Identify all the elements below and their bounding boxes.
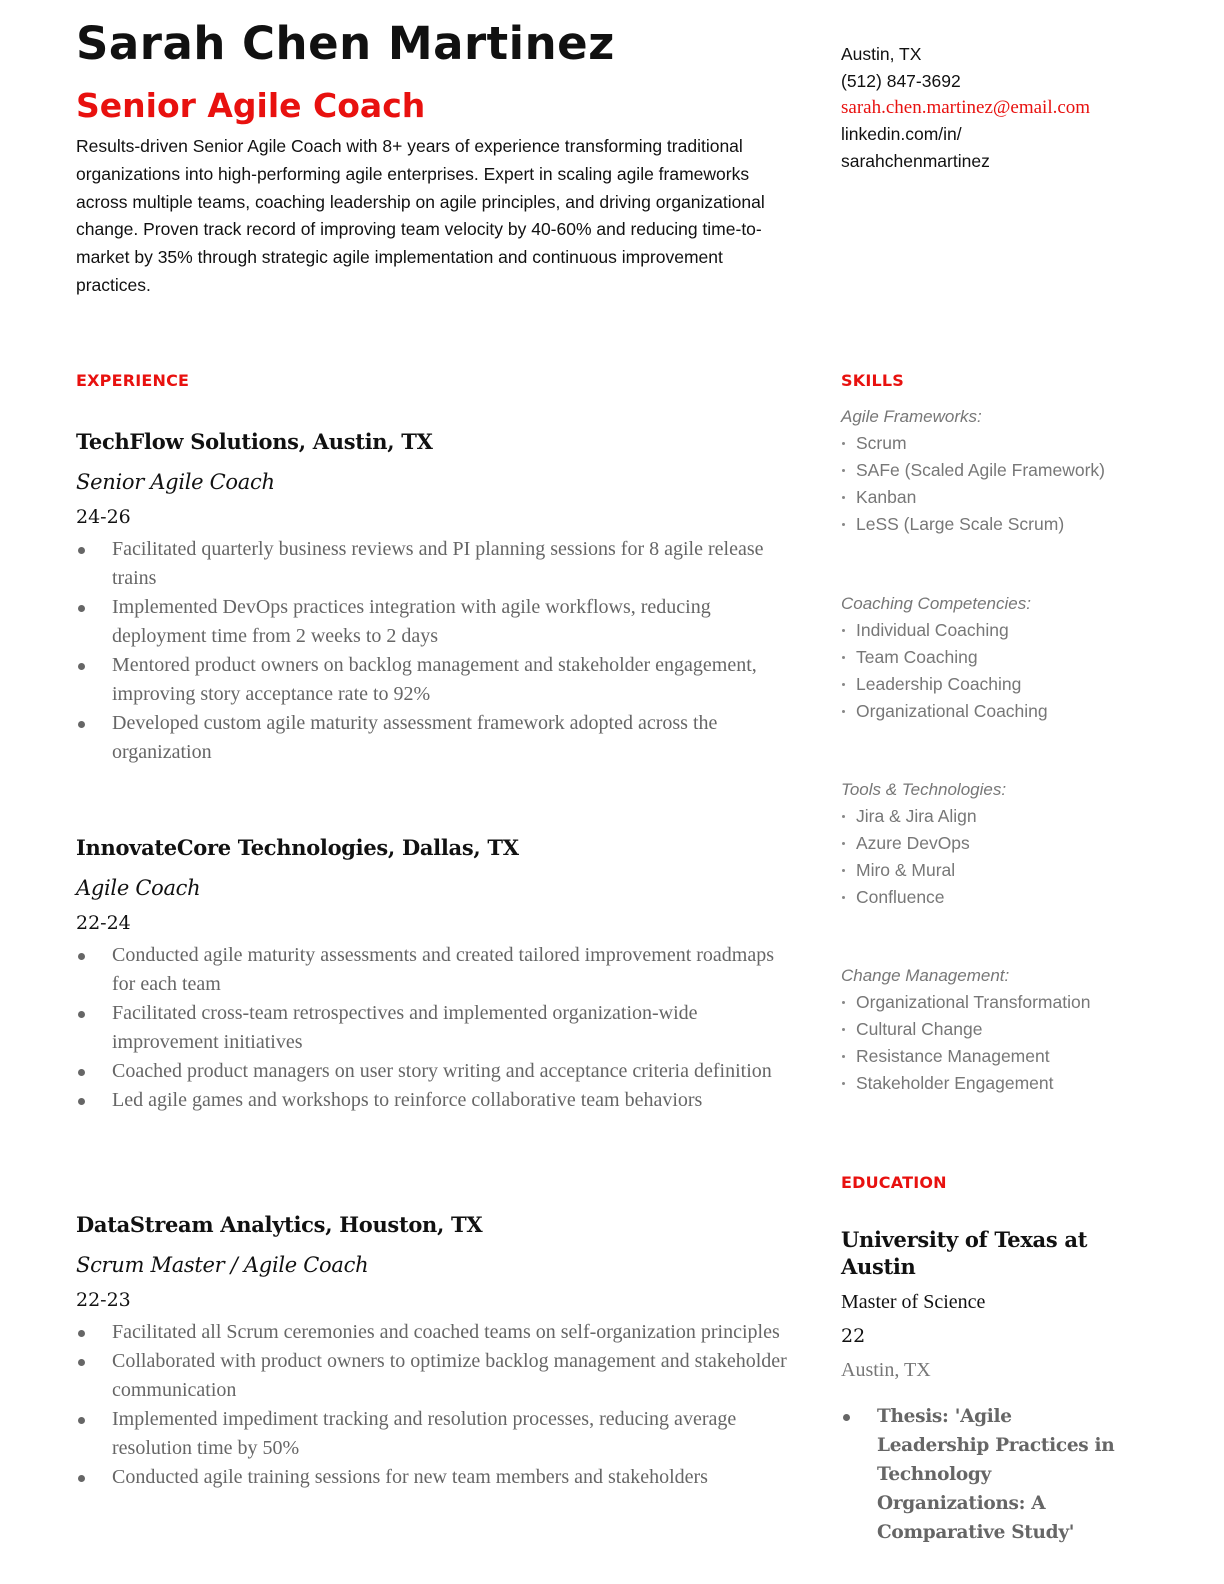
job-bullets xyxy=(76,535,796,767)
company-name: DataStream Analytics, Houston, TX xyxy=(76,1212,483,1237)
job-bullets xyxy=(76,1318,796,1492)
job-bullet: Facilitated all Scrum ceremonies and coached teams on self-organization principles xyxy=(76,1318,796,1347)
skill-item: Resistance Management xyxy=(841,1043,1141,1070)
skill-category xyxy=(841,962,1141,1097)
bullet-icon xyxy=(78,1475,85,1482)
job-bullet: Collaborated with product owners to optimize backlog management and stakeholder communication xyxy=(76,1347,796,1405)
skill-item: SAFe (Scaled Agile Framework) xyxy=(841,457,1141,484)
school-location: Austin, TX xyxy=(841,1359,931,1381)
company-name: InnovateCore Technologies, Dallas, TX xyxy=(76,835,519,860)
bullet-icon xyxy=(842,1082,845,1085)
education-bullets xyxy=(841,1402,1121,1547)
candidate-name: Sarah Chen Martinez xyxy=(76,17,615,70)
education-bullet: Thesis: 'Agile Leadership Practices in Technology Organizations: A Comparative Study' xyxy=(841,1402,1121,1547)
job-bullet: Conducted agile training sessions for new team members and stakeholders xyxy=(76,1463,796,1492)
skill-item: Jira & Jira Align xyxy=(841,803,1141,830)
bullet-icon xyxy=(78,1359,85,1366)
skill-category-title: Coaching Competencies: xyxy=(841,594,1031,613)
bullet-icon xyxy=(842,1028,845,1031)
skill-item: Confluence xyxy=(841,884,1141,911)
job-title: Scrum Master / Agile Coach xyxy=(76,1253,369,1277)
degree: Master of Science xyxy=(841,1291,986,1313)
education-entry xyxy=(841,1226,1121,1547)
bullet-icon xyxy=(78,663,85,670)
bullet-icon xyxy=(842,656,845,659)
contact-linkedin-link[interactable]: linkedin.com/in/ sarahchenmartinez xyxy=(841,124,990,171)
experience-entry xyxy=(76,833,796,1115)
skill-category xyxy=(841,403,1141,538)
job-dates: 22-24 xyxy=(76,912,131,934)
job-bullet: Mentored product owners on backlog management and stakeholder engagement, improving story acceptance rate to 92% xyxy=(76,651,796,709)
experience-entry xyxy=(76,1210,796,1492)
bullet-icon xyxy=(78,1330,85,1337)
bullet-icon xyxy=(842,815,845,818)
bullet-icon xyxy=(842,869,845,872)
skill-list xyxy=(841,617,1141,725)
bullet-icon xyxy=(78,605,85,612)
skill-item: Azure DevOps xyxy=(841,830,1141,857)
candidate-role: Senior Agile Coach xyxy=(76,86,426,125)
job-bullet: Led agile games and workshops to reinforce collaborative team behaviors xyxy=(76,1086,796,1115)
experience-entry xyxy=(76,427,796,767)
bullet-icon xyxy=(842,523,845,526)
skill-item: Organizational Coaching xyxy=(841,698,1141,725)
bullet-icon xyxy=(78,1098,85,1105)
job-bullet: Implemented DevOps practices integration with agile workflows, reducing deployment time from 2 weeks to 2 days xyxy=(76,593,796,651)
job-bullet: Conducted agile maturity assessments and created tailored improvement roadmaps for each team xyxy=(76,941,796,999)
job-bullet: Developed custom agile maturity assessment framework adopted across the organization xyxy=(76,709,796,767)
skill-item: Scrum xyxy=(841,430,1141,457)
bullet-icon xyxy=(842,683,845,686)
bullet-icon xyxy=(842,629,845,632)
bullet-icon xyxy=(842,1001,845,1004)
skill-category xyxy=(841,590,1141,725)
job-title: Senior Agile Coach xyxy=(76,470,275,494)
bullet-icon xyxy=(842,842,845,845)
job-dates: 22-23 xyxy=(76,1289,131,1311)
job-bullets xyxy=(76,941,796,1115)
contact-email-link[interactable]: sarah.chen.martinez@email.com xyxy=(841,97,1091,118)
skill-list xyxy=(841,430,1141,538)
skill-item: Individual Coaching xyxy=(841,617,1141,644)
skill-item: Cultural Change xyxy=(841,1016,1141,1043)
bullet-icon xyxy=(78,1011,85,1018)
skill-item: Kanban xyxy=(841,484,1141,511)
skill-item: Organizational Transformation xyxy=(841,989,1141,1016)
contact-block xyxy=(841,41,1121,175)
professional-summary: Results-driven Senior Agile Coach with 8+ years of experience transforming traditional organizations into high-performing agile enterprises. Expert in scaling agile frameworks across multiple teams, coaching leadership on agile principles, and driving organizational change. Proven track record of improving team velocity by 40-60% and reducing time-to-market by 35% through strategic agile implementation and continuous improvement practices. xyxy=(76,136,765,295)
skill-item: LeSS (Large Scale Scrum) xyxy=(841,511,1141,538)
skill-category-title: Agile Frameworks: xyxy=(841,407,982,426)
job-title: Agile Coach xyxy=(76,876,201,900)
company-name: TechFlow Solutions, Austin, TX xyxy=(76,429,433,454)
education-heading: EDUCATION xyxy=(841,1173,947,1192)
job-bullet: Coached product managers on user story writing and acceptance criteria definition xyxy=(76,1057,796,1086)
bullet-icon xyxy=(78,1417,85,1424)
graduation-year: 22 xyxy=(841,1325,866,1347)
bullet-icon xyxy=(78,1069,85,1076)
bullet-icon xyxy=(78,953,85,960)
skill-list xyxy=(841,989,1141,1097)
bullet-icon xyxy=(78,547,85,554)
bullet-icon xyxy=(843,1414,850,1421)
job-bullet: Facilitated cross-team retrospectives and implemented organization-wide improvement initiatives xyxy=(76,999,796,1057)
bullet-icon xyxy=(842,496,845,499)
school-name: University of Texas at Austin xyxy=(841,1227,1088,1279)
bullet-icon xyxy=(842,1055,845,1058)
skill-item: Miro & Mural xyxy=(841,857,1141,884)
skill-category xyxy=(841,776,1141,911)
skill-item: Team Coaching xyxy=(841,644,1141,671)
skill-item: Stakeholder Engagement xyxy=(841,1070,1141,1097)
bullet-icon xyxy=(78,721,85,728)
experience-heading: EXPERIENCE xyxy=(76,371,190,390)
skills-heading: SKILLS xyxy=(841,371,904,390)
contact-phone: (512) 847-3692 xyxy=(841,71,961,91)
bullet-icon xyxy=(842,469,845,472)
skill-category-title: Change Management: xyxy=(841,966,1010,985)
bullet-icon xyxy=(842,442,845,445)
skill-list xyxy=(841,803,1141,911)
skill-category-title: Tools & Technologies: xyxy=(841,780,1007,799)
bullet-icon xyxy=(842,710,845,713)
skill-item: Leadership Coaching xyxy=(841,671,1141,698)
job-bullet: Implemented impediment tracking and resolution processes, reducing average resolution time by 50% xyxy=(76,1405,796,1463)
contact-location: Austin, TX xyxy=(841,44,922,64)
job-bullet: Facilitated quarterly business reviews and PI planning sessions for 8 agile release trains xyxy=(76,535,796,593)
bullet-icon xyxy=(842,896,845,899)
job-dates: 24-26 xyxy=(76,506,131,528)
